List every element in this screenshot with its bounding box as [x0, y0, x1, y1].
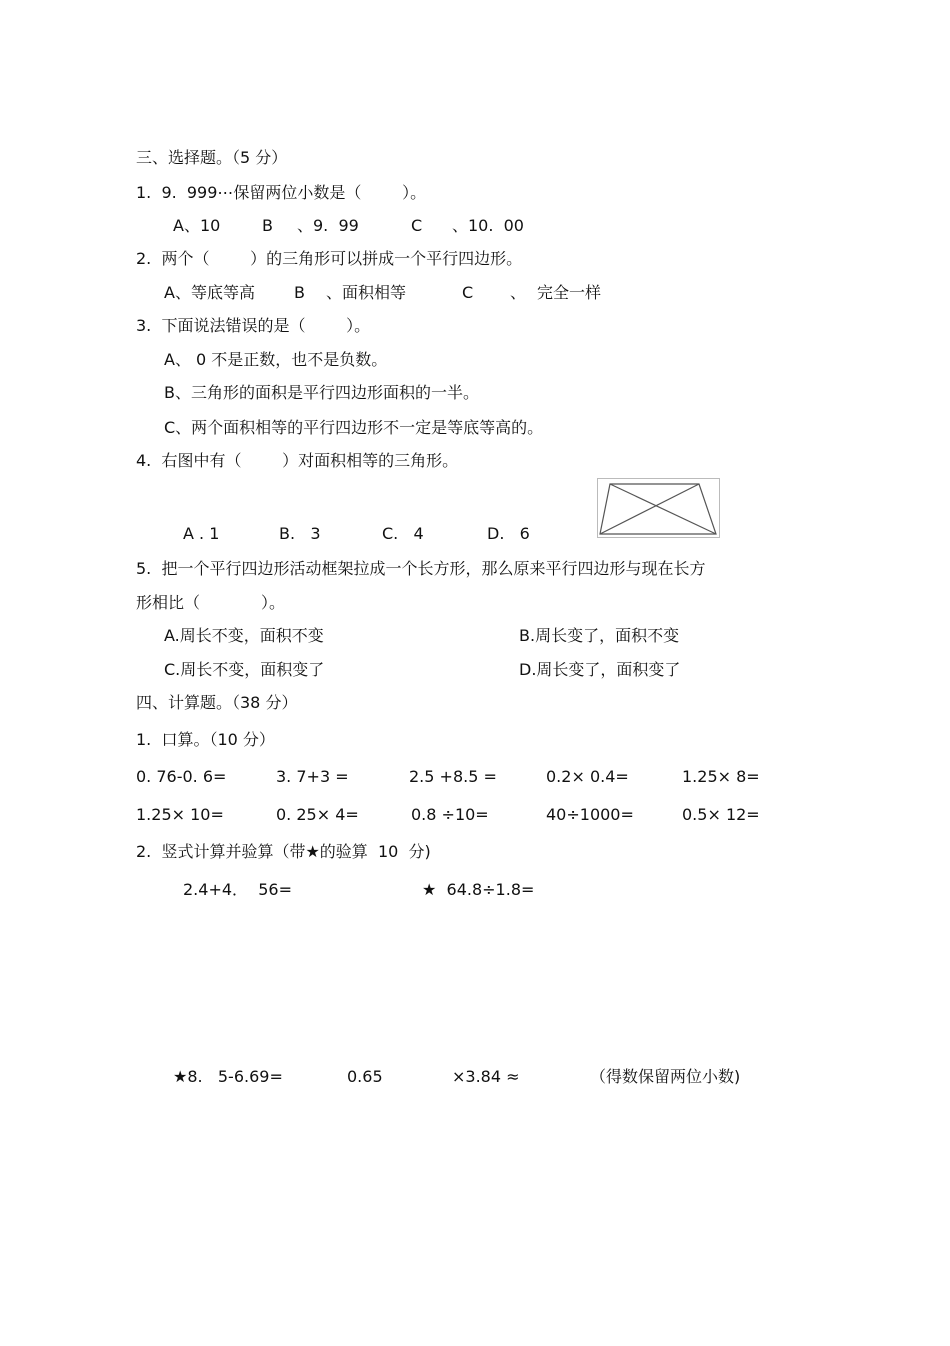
- q4-option-d: D. 6: [487, 524, 530, 543]
- section3-heading: 三、选择题。（5 分）: [136, 148, 288, 167]
- oral-item: 2.5 +8.5 =: [409, 767, 497, 786]
- vertical-problem-4-b: ×3.84 ≈: [452, 1067, 520, 1086]
- oral-item: 3. 7+3 =: [276, 767, 349, 786]
- q3-option-b: B、三角形的面积是平行四边形面积的一半。: [164, 383, 479, 402]
- q4-option-c: C. 4: [382, 524, 424, 543]
- q5-option-a: A.周长不变，面积不变: [164, 626, 324, 645]
- oral-item: 40÷1000=: [546, 805, 634, 824]
- vertical-problem-4-a: 0.65: [347, 1067, 383, 1086]
- oral-item: 0.8 ÷10=: [411, 805, 489, 824]
- q3-stem: 3. 下面说法错误的是（ ）。: [136, 316, 371, 335]
- q2-option-c-letter: C: [462, 283, 474, 302]
- q3-option-a: A、 0 不是正数，也不是负数。: [164, 350, 388, 369]
- vertical-problem-4-note: （得数保留两位小数): [590, 1067, 741, 1086]
- q5-stem-line2: 形相比（ ）。: [136, 593, 286, 612]
- q1-option-c-value: 、10. 00: [452, 216, 524, 235]
- oral-item: 0.5× 12=: [682, 805, 760, 824]
- diagonal-2: [600, 484, 699, 534]
- q4-option-b: B. 3: [279, 524, 321, 543]
- oral-item: 1.25× 10=: [136, 805, 224, 824]
- q4-option-a: A . 1: [183, 524, 220, 543]
- vertical-problem-2: ★ 64.8÷1.8=: [422, 880, 535, 899]
- oral-item: 0. 76-0. 6=: [136, 767, 227, 786]
- q4-stem: 4. 右图中有（ ）对面积相等的三角形。: [136, 451, 459, 470]
- trapezoid-figure: [597, 478, 720, 538]
- q2-option-b-letter: B: [294, 283, 305, 302]
- q5-option-b: B.周长变了，面积不变: [519, 626, 680, 645]
- trapezoid: [600, 484, 716, 534]
- q5-option-c: C.周长不变，面积变了: [164, 660, 325, 679]
- q2-stem: 2. 两个（ ）的三角形可以拼成一个平行四边形。: [136, 249, 523, 268]
- q1-option-b-value: 、9. 99: [297, 216, 359, 235]
- diagonal-1: [610, 484, 716, 534]
- q2-option-b-value: 、面积相等: [326, 283, 407, 302]
- oral-item: 0. 25× 4=: [276, 805, 359, 824]
- oral-item: 1.25× 8=: [682, 767, 760, 786]
- q3-option-c: C、两个面积相等的平行四边形不一定是等底等高的。: [164, 418, 544, 437]
- vertical-label: 2. 竖式计算并验算（带★的验算 10 分): [136, 842, 431, 861]
- q1-option-a: A、10: [173, 216, 221, 235]
- q5-stem-line1: 5. 把一个平行四边形活动框架拉成一个长方形，那么原来平行四边形与现在长方: [136, 559, 706, 578]
- q1-option-c-letter: C: [411, 216, 423, 235]
- q1-stem: 1. 9. 999⋯保留两位小数是（ ）。: [136, 183, 427, 202]
- q1-option-b-letter: B: [262, 216, 273, 235]
- q5-option-d: D.周长变了，面积变了: [519, 660, 681, 679]
- q2-option-c-sep: 、: [510, 283, 527, 302]
- oral-label: 1. 口算。（10 分）: [136, 730, 275, 749]
- q2-option-a: A、等底等高: [164, 283, 255, 302]
- oral-item: 0.2× 0.4=: [546, 767, 629, 786]
- section4-heading: 四、计算题。（38 分）: [136, 693, 298, 712]
- q2-option-c-value: 完全一样: [537, 283, 602, 302]
- vertical-problem-3: ★8. 5-6.69=: [173, 1067, 283, 1086]
- vertical-problem-1: 2.4+4． 56=: [183, 880, 292, 899]
